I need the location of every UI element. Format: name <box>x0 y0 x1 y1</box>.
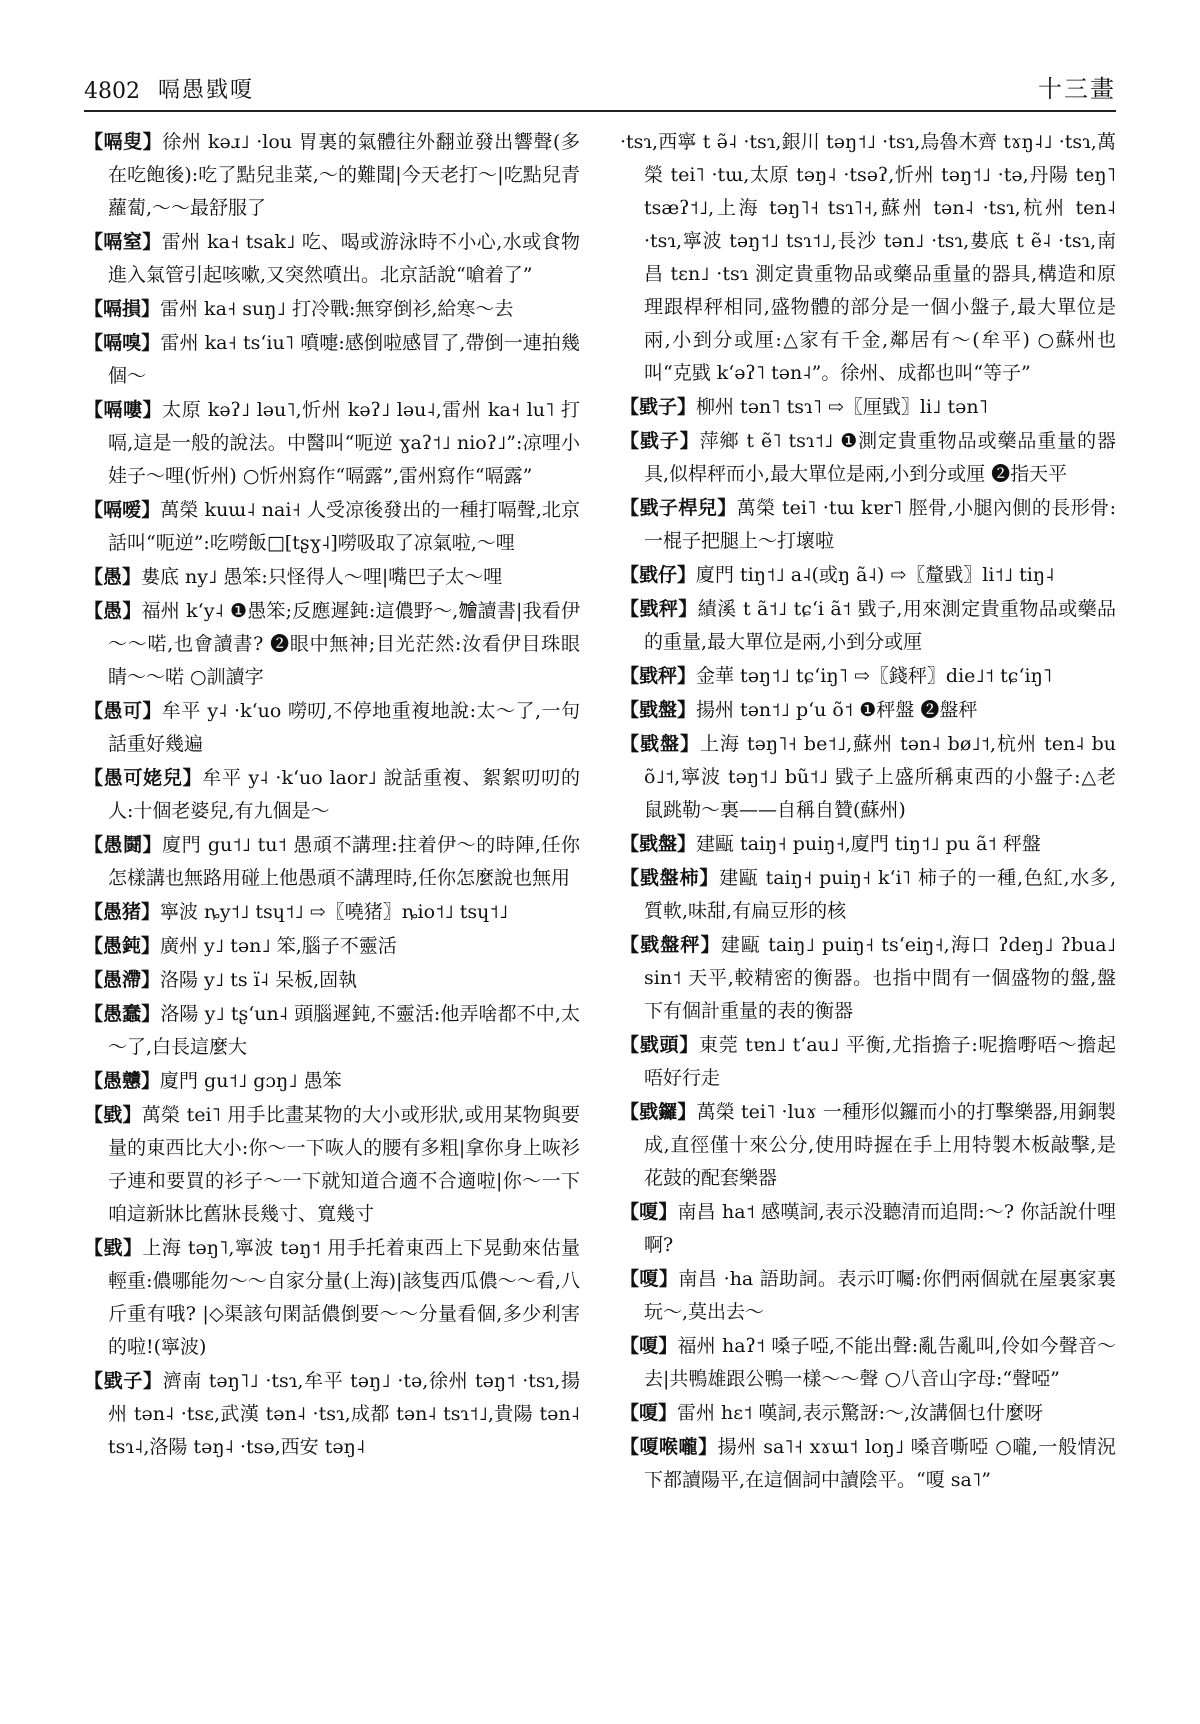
dictionary-entry <box>620 1196 1116 1262</box>
entry-definition: 金華 təŋ˦˩ tɕʻiŋ˥ ⇨〖錢秤〗die˩˦ tɕʻiŋ˥ <box>696 665 1053 687</box>
entry-headword: 【戥盤秤】 <box>620 934 721 956</box>
right-column <box>620 126 1116 1696</box>
entry-definition: 揚州 tən˦˩ pʻu õ˦ ❶秤盤 ❷盤秤 <box>696 699 978 721</box>
entry-headword: 【戥子】 <box>620 396 697 418</box>
dictionary-entry <box>84 494 580 560</box>
entry-definition: 濟南 təŋ˥˩ ·tsɿ,牟平 təŋ˩ ·tə,徐州 təŋ˦ ·tsɿ,揚州 tən˨ ·tsɛ,武漢 tən˨ ·tsɿ,成都 tən˨ tsɿ˦˩,貴陽 tən˨ tsɿ˨,洛陽 təŋ˨ ·tsə,西安 təŋ˨ <box>108 1370 580 1458</box>
entry-headword: 【愚猪】 <box>84 901 161 923</box>
dictionary-entry <box>620 126 1116 390</box>
dictionary-entry <box>84 1232 580 1364</box>
entry-definition: 福州 haʔ˦ 嗓子啞,不能出聲:亂告亂叫,伶如今聲音～去|共鴨雄跟公鴨一樣～～聲 ○八音山字母:“聲啞” <box>644 1335 1116 1390</box>
entry-definition: 廈門 gu˦˩ tu˦ 愚頑不講理:拄着伊～的時陣,任你怎樣講也無路用碰上他愚頑不講理時,任你怎麼說也無用 <box>108 834 580 889</box>
entry-headword: 【嗝嗅】 <box>84 332 161 354</box>
entry-definition: 上海 təŋ˥,寧波 təŋ˦ 用手托着東西上下晃動來估量輕重:儂哪能勿～～自家分量(上海)|該隻西瓜儂～～看,八斤重有哦? |◇渠該句閑話儂倒要～～分量看個,多少利害的啦!(寧波) <box>108 1237 580 1358</box>
entry-definition: 雷州 ka˧ tsʻiu˥ 噴嚏:感倒啦感冒了,帶倒一連拍幾個～ <box>108 332 580 387</box>
entry-definition: 建甌 taiŋ˧ puiŋ˧,廈門 tiŋ˦˩ pu ã˦ 秤盤 <box>696 833 1041 855</box>
entry-definition: 萍鄉 t ẽ˥ tsɿ˦˩ ❶測定貴重物品或藥品重量的器具,似桿秤而小,最大單位是兩,小到分或厘 ❷指天平 <box>644 430 1116 485</box>
dictionary-entry <box>620 1096 1116 1195</box>
entry-definition: 福州 kʻy˨ ❶愚笨;反應遲鈍:這儂野～,𣍐讀書|我看伊～～喏,也會讀書? ❷眼中無神;目光茫然:汝看伊目珠眼睛～～喏 ○訓讀字 <box>108 600 580 688</box>
dictionary-entry <box>84 964 580 997</box>
entry-definition: 婁底 ny˩ 愚笨:只怪得人～哩|嘴巴子太～哩 <box>141 566 503 588</box>
entry-headword: 【戥盤】 <box>620 733 700 755</box>
entry-headword: 【戥盤】 <box>620 699 697 721</box>
entry-definition: 太原 kəʔ˩ ləu˥,忻州 kəʔ˩ ləu˨,雷州 ka˧ lu˥ 打嗝,這是一般的說法。中醫叫“呃逆 ɣaʔ˦˩ nioʔ˩”:凉哩小娃子～哩(忻州) ○忻州寫作“嗝露”,雷州寫作“嗝露” <box>108 399 580 487</box>
entry-definition: 南昌 ha˦ 感嘆詞,表示没聽清而追問:～? 你話說什哩啊? <box>644 1201 1116 1256</box>
entry-headword: 【嗝嗳】 <box>84 499 161 521</box>
entry-headword: 【戥盤】 <box>620 833 697 855</box>
dictionary-entry <box>620 660 1116 693</box>
entry-definition: 雷州 hɛ˦ 嘆詞,表示驚訝:～,汝講個乜什麼呀 <box>677 1402 1044 1424</box>
entry-definition: 洛陽 y˩ tʂʻun˨ 頭腦遲鈍,不靈活:他弄啥都不中,太～了,白長這麼大 <box>108 1003 580 1058</box>
entry-headword: 【戥仔】 <box>620 564 697 586</box>
dictionary-entry <box>620 828 1116 861</box>
entry-definition: 績溪 t ã˦˩ tɕʻi ã˦ 戥子,用來測定貴重物品或藥品的重量,最大單位是兩,小到分或厘 <box>644 598 1116 653</box>
entry-definition: 東莞 tɐn˩ tʻau˩ 平衡,尤指擔子:呢擔嘢唔～擔起唔好行走 <box>644 1034 1116 1089</box>
entry-headword: 【嗄】 <box>620 1402 678 1424</box>
entry-definition: 南昌 ·ha 語助詞。表示叮囑:你們兩個就在屋裏家裏玩～,莫出去～ <box>644 1268 1116 1323</box>
dictionary-entry <box>620 1263 1116 1329</box>
entry-headword: 【嗄】 <box>620 1268 679 1290</box>
entry-headword: 【嗄喉嚨】 <box>620 1436 718 1458</box>
dictionary-entry <box>84 595 580 694</box>
dictionary-entry <box>84 327 580 393</box>
entry-definition: 揚州 sa˥˧ xɤɯ˦ loŋ˩ 嗓音嘶啞 ○嚨,一般情況下都讀陽平,在這個詞中讀陰平。“嗄 sa˥” <box>644 1436 1116 1491</box>
dictionary-entry <box>84 1099 580 1231</box>
entry-definition: 徐州 kəɹ˩ ·lou 胃裏的氣體往外翻並發出響聲(多在吃飽後):吃了點兒韭菜,～的難聞|今天老打～|吃點兒青蘿蔔,～～最舒服了 <box>108 131 580 219</box>
entry-headword: 【戥子】 <box>84 1370 163 1392</box>
entry-definition: 建甌 taiŋ˩ puiŋ˧ tsʻeiŋ˧,海口 ʔdeŋ˩ ʔbua˩ sin˦ 天平,較精密的衡器。也指中間有一個盛物的盤,盤下有個計重量的表的衡器 <box>644 934 1116 1022</box>
dictionary-entry <box>620 593 1116 659</box>
dictionary-entry <box>620 559 1116 592</box>
entry-definition: 廣州 y˩ tən˩ 笨,腦子不靈活 <box>160 935 397 957</box>
entry-headword: 【愚】 <box>84 600 142 622</box>
dictionary-entry <box>620 862 1116 928</box>
entry-definition: 建甌 taiŋ˧ puiŋ˧ kʻi˥ 柿子的一種,色紅,水多,質軟,味甜,有扁豆形的核 <box>644 867 1116 922</box>
entry-headword: 【嗄】 <box>620 1201 678 1223</box>
page-body <box>84 126 1116 1696</box>
entry-headword: 【愚戇】 <box>84 1070 161 1092</box>
dictionary-entry <box>84 762 580 828</box>
entry-headword: 【戥盤柿】 <box>620 867 720 889</box>
entry-headword: 【愚滯】 <box>84 969 161 991</box>
dictionary-entry <box>620 1431 1116 1497</box>
dictionary-entry <box>620 929 1116 1028</box>
entry-definition: 萬榮 tei˥ ·luɤ 一種形似鑼而小的打擊樂器,用銅製成,直徑僅十來公分,使用時握在手上用特製木板敲擊,是花鼓的配套樂器 <box>644 1101 1116 1189</box>
entry-definition: 雷州 ka˧ suŋ˩ 打冷戰:無穿倒衫,給寒～去 <box>160 298 514 320</box>
dictionary-entry <box>84 829 580 895</box>
dictionary-entry <box>84 998 580 1064</box>
dictionary-entry <box>84 930 580 963</box>
entry-headword: 【嗝窒】 <box>84 231 162 253</box>
page-header <box>84 64 1116 112</box>
entry-headword: 【戥】 <box>84 1237 143 1259</box>
entry-definition: 萬榮 kuɯ˨ nai˧ 人受凉後發出的一種打嗝聲,北京話叫“呃逆”:吃嘮飯□[tʂɣ˨]嘮吸取了凉氣啦,～哩 <box>108 499 580 554</box>
dictionary-entry <box>620 1029 1116 1095</box>
entry-headword: 【嗄】 <box>620 1335 678 1357</box>
dictionary-entry <box>620 492 1116 558</box>
dictionary-entry <box>84 293 580 326</box>
entry-definition: 廈門 tiŋ˦˩ a˨(或ŋ ã˨) ⇨〖釐戥〗li˦˩ tiŋ˨ <box>696 564 1055 586</box>
dictionary-entry <box>620 1330 1116 1396</box>
entry-definition: 牟平 y˨ ·kʻuo 嘮叨,不停地重複地說:太～了,一句話重好幾遍 <box>108 700 580 755</box>
entry-headword: 【戥頭】 <box>620 1034 699 1056</box>
entry-headword: 【愚可】 <box>84 700 162 722</box>
dictionary-entry <box>620 1397 1116 1430</box>
entry-definition: 牟平 y˨ ·kʻuo laor˩ 說話重複、絮絮叨叨的人:十個老婆兒,有九個是～ <box>108 767 580 822</box>
entry-definition: 雷州 ka˧ tsak˩ 吃、喝或游泳時不小心,水或食物進入氣管引起咳嗽,又突然噴出。北京話說“嗆着了” <box>108 231 580 286</box>
dictionary-entry <box>84 896 580 929</box>
entry-headword: 【愚鬪】 <box>84 834 163 856</box>
entry-headword: 【嗝損】 <box>84 298 161 320</box>
entry-headword: 【愚】 <box>84 566 142 588</box>
entry-definition: 廈門 gu˦˩ gɔŋ˩ 愚笨 <box>160 1070 342 1092</box>
entry-headword: 【愚鈍】 <box>84 935 161 957</box>
entry-headword: 【嗝叟】 <box>84 131 163 153</box>
dictionary-entry <box>620 728 1116 827</box>
entry-definition: 萬榮 tei˥ ·tɯ kɐr˥ 脛骨,小腿內側的長形骨:一棍子把腿上～打壞啦 <box>644 497 1116 552</box>
page-number: 4802 <box>84 79 140 104</box>
dictionary-entry <box>620 391 1116 424</box>
entry-definition: 柳州 tən˥ tsɿ˥ ⇨〖厘戥〗li˩ tən˥ <box>696 396 988 418</box>
entry-headword: 【愚蠢】 <box>84 1003 161 1025</box>
entry-headword: 【戥子桿兒】 <box>620 497 737 519</box>
entry-headword: 【戥秤】 <box>620 665 697 687</box>
entry-headword: 【嗝嘍】 <box>84 399 163 421</box>
left-column <box>84 126 580 1696</box>
entry-headword: 【戥子】 <box>620 430 700 452</box>
page-title: 嗝愚戥嗄 <box>158 78 255 103</box>
entry-definition: 上海 təŋ˥˧ be˦˩,蘇州 tən˨ bø˩˦,杭州 ten˨ bu õ˩˦,寧波 təŋ˦˩ bũ˦˩ 戥子上盛所稱東西的小盤子:△老鼠跳勒～裏——自稱自贊(蘇州) <box>644 733 1116 821</box>
dictionary-entry <box>620 694 1116 727</box>
dictionary-entry <box>84 226 580 292</box>
entry-headword: 【愚可姥兒】 <box>84 767 203 789</box>
entry-definition: 洛陽 y˩ ts ï˨ 呆板,固執 <box>160 969 358 991</box>
entry-headword: 【戥】 <box>84 1104 142 1126</box>
entry-definition: ·tsɿ,西寧 t ə̃˨ ·tsɿ,銀川 təŋ˦˩ ·tsɿ,烏魯木齊 tɤŋ˨˩ ·tsɿ,萬榮 tei˥ ·tɯ,太原 təŋ˨ ·tsəʔ,忻州 təŋ˦˩ ·tə,丹陽 teŋ˥ tsæʔ˦˩,上海 təŋ˥˧ tsɿ˥˧,蘇州 tən˨ ·tsɿ,杭州 ten˨ ·tsɿ,寧波 təŋ˦˩ tsɿ˦˩,長沙 tən˩ ·tsɿ,婁底 t ẽ˨ ·tsɿ,南昌 tɛn˩ ·tsɿ 測定貴重物品或藥品重量的器具,構造和原理跟桿秤相同,盛物體的部分是一個小盤子,最大單位是兩,小到分或厘:△家有千金,鄰居有～(牟平) ○蘇州也叫“克戥 kʻəʔ˥ tən˨”。徐州、成都也叫“等子” <box>620 131 1116 384</box>
dictionary-entry <box>84 561 580 594</box>
entry-definition: 萬榮 tei˥ 用手比畫某物的大小或形狀,或用某物與要量的東西比大小:你～一下咴人的腰有多粗|拿你身上咴衫子連和要買的衫子～一下就知道合適不合適啦|你～一下咱這新牀比舊牀長幾寸、寬幾寸 <box>108 1104 580 1225</box>
entry-headword: 【戥秤】 <box>620 598 698 620</box>
entry-headword: 【戥鑼】 <box>620 1101 697 1123</box>
dictionary-entry <box>84 394 580 493</box>
dictionary-entry <box>84 1365 580 1464</box>
dictionary-entry <box>620 425 1116 491</box>
section-label: 十三畫 <box>1038 75 1116 103</box>
dictionary-entry <box>84 1065 580 1098</box>
dictionary-entry <box>84 126 580 225</box>
dictionary-entry <box>84 695 580 761</box>
entry-definition: 寧波 ȵy˦˩ tsɥ˦˩ ⇨〖嘵猪〗ȵio˦˩ tsɥ˦˩ <box>160 901 509 923</box>
